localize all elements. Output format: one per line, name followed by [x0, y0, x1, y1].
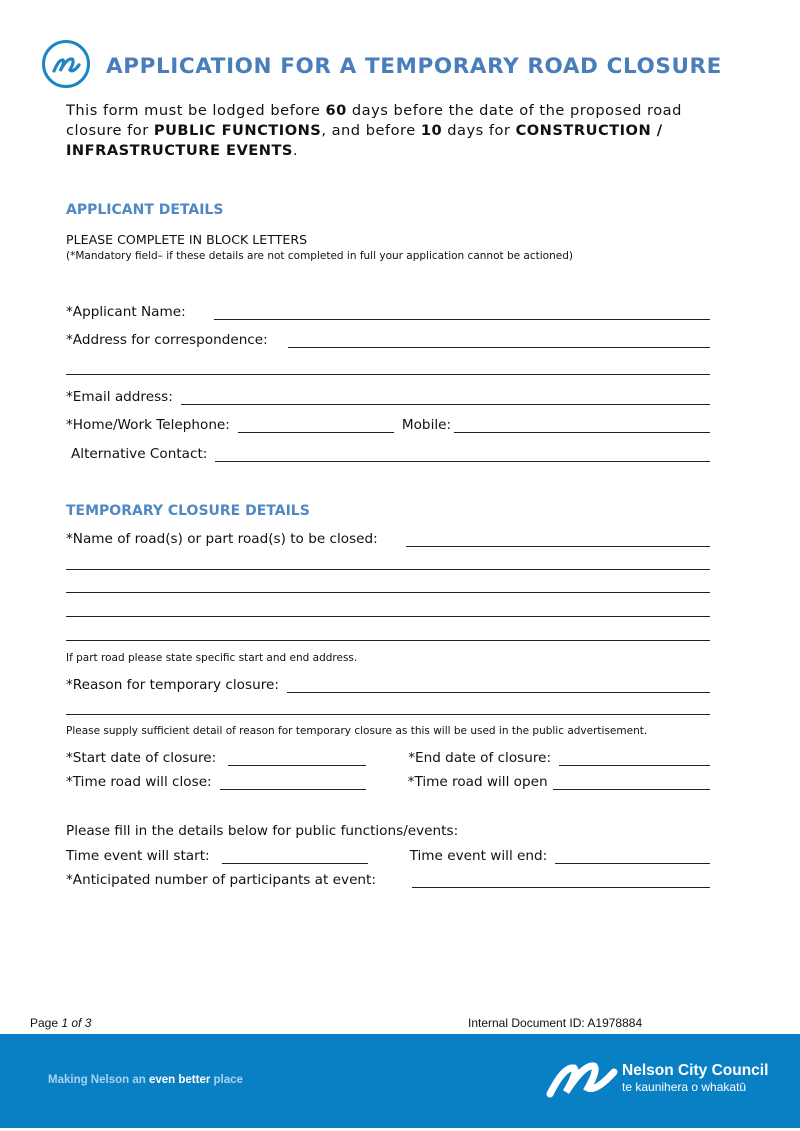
closure-heading: TEMPORARY CLOSURE DETAILS	[66, 503, 310, 519]
start-date-field[interactable]	[228, 751, 366, 766]
times-row: *Time road will close: *Time road will open	[66, 772, 710, 790]
address-line-2[interactable]	[66, 373, 710, 375]
participants-field[interactable]: *Anticipated number of participants at event:	[66, 870, 710, 888]
document-id: Internal Document ID: A1978884	[468, 1016, 643, 1030]
phone-field[interactable]	[238, 418, 394, 433]
time-open-field[interactable]	[553, 775, 710, 790]
applicant-name-field[interactable]: *Applicant Name:	[66, 302, 710, 320]
mobile-field[interactable]	[454, 418, 710, 433]
reason-line-2[interactable]	[66, 713, 710, 715]
dates-row: *Start date of closure: *End date of closure:	[66, 748, 710, 766]
council-wordmark: Nelson City Council te kaunihera o whakatū	[622, 1062, 769, 1094]
part-road-note: If part road please state specific start and end address.	[66, 652, 358, 664]
mandatory-note: (*Mandatory field– if these details are not completed in full your application cannot be actioned)	[66, 250, 573, 262]
roads-line-4[interactable]	[66, 615, 710, 617]
page-title: APPLICATION FOR A TEMPORARY ROAD CLOSURE	[106, 54, 722, 79]
roads-line-5[interactable]	[66, 639, 710, 641]
address-field[interactable]: *Address for correspondence:	[66, 330, 710, 348]
email-field[interactable]: *Email address:	[66, 387, 710, 405]
event-start-field[interactable]	[222, 849, 368, 864]
event-times-row: Time event will start: Time event will end:	[66, 846, 710, 864]
time-close-field[interactable]	[220, 775, 366, 790]
end-date-field[interactable]	[559, 751, 710, 766]
roads-line-2[interactable]	[66, 568, 710, 570]
reason-note: Please supply sufficient detail of reason for temporary closure as this will be used in the public advertisement.	[66, 725, 648, 737]
roads-field[interactable]: *Name of road(s) or part road(s) to be closed:	[66, 529, 710, 547]
council-n-icon	[546, 1058, 618, 1104]
phone-row: *Home/Work Telephone: Mobile:	[66, 415, 710, 433]
alt-contact-field[interactable]: Alternative Contact:	[71, 444, 710, 462]
slogan: Making Nelson an even better place	[48, 1074, 243, 1086]
page-number: Page 1 of 3	[30, 1016, 92, 1030]
council-logo-icon	[42, 40, 90, 88]
intro-text: This form must be lodged before 60 days before the date of the proposed road closure for PUBLIC FUNCTIONS, and before 10 days for CONSTRUCTION / INFRASTRUCTURE EVENTS.	[66, 102, 682, 159]
roads-line-3[interactable]	[66, 591, 710, 593]
events-intro: Please fill in the details below for public functions/events:	[66, 823, 459, 839]
event-end-field[interactable]	[555, 849, 710, 864]
block-letters-note: PLEASE COMPLETE IN BLOCK LETTERS	[66, 232, 308, 247]
reason-field[interactable]: *Reason for temporary closure:	[66, 675, 710, 693]
applicant-heading: APPLICANT DETAILS	[66, 202, 224, 218]
